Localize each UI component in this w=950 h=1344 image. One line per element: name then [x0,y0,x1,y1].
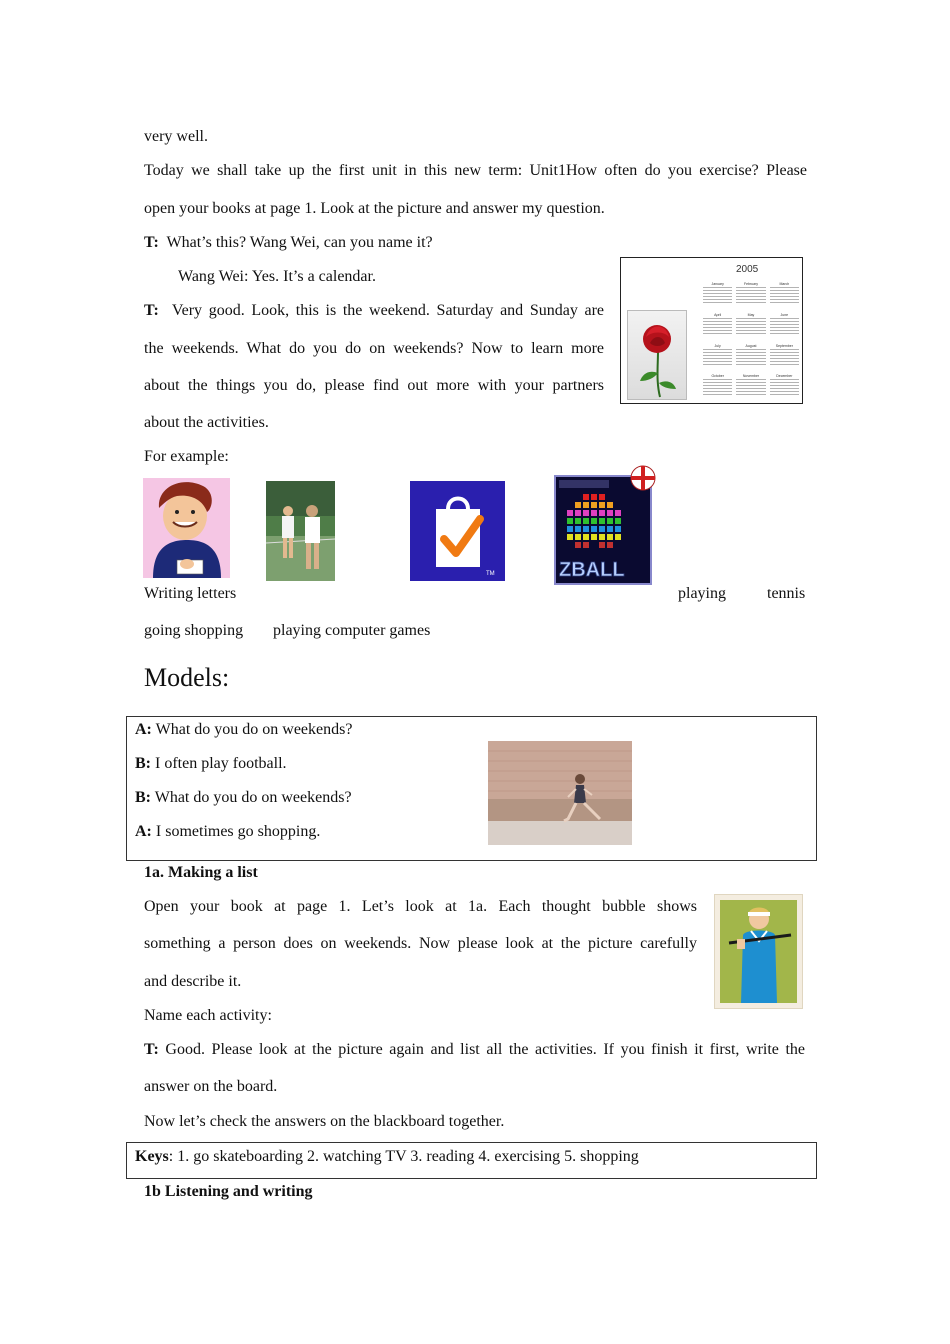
model-text: I sometimes go shopping. [155,823,321,840]
teacher-instruction-line-2: answer on the board. [144,1078,278,1095]
rose-icon [628,311,686,399]
month-name: January [711,282,724,286]
teacher-instruction-line-1 [144,1040,805,1060]
calendar-month [736,344,765,372]
caption-writing-letters: Writing letters [144,585,237,602]
section-1b-heading [144,1182,312,1202]
month-name: July [714,343,721,348]
speaker-label: A: [135,721,152,738]
calendar-picture [620,257,803,404]
caption-playing: playing [678,585,726,602]
tennis-players-icon [266,481,335,581]
section-1a-heading [144,863,258,883]
model-text: What do you do on weekends? [155,721,353,738]
writing-person-icon [143,478,230,578]
teacher-response-text: Very good. Look, this is the weekend. Saturday and Sunday are [171,302,604,319]
teacher-instruction-text: Good. Please look at the picture again and list all the activities. If you finish it first, write the [165,1041,806,1058]
teacher-response-line-4: about the activities. [144,414,269,431]
speaker-label: T: [144,1041,159,1058]
student-answer: Wang Wei: Yes. It’s a calendar. [178,268,376,285]
month-name: August [745,343,757,348]
speaker-label: B: [135,755,151,772]
speaker-label: T: [144,302,159,319]
name-each-activity: Name each activity: [144,1007,272,1024]
section-1a-para-line-3: and describe it. [144,973,242,990]
calendar-month [703,374,732,402]
calendar-month [703,313,732,341]
section-1a-para-line-2: something a person does on weekends. Now please look at the picture carefully [144,935,697,952]
playing-computer-games-image [553,464,663,586]
calendar-month [703,282,732,310]
runner-icon [488,741,632,845]
intro-line-2: Today we shall take up the first unit in this new term: Unit1How often do you exercise? Please [144,162,807,179]
section-1a-para-line-1: Open your book at page 1. Let’s look at 1a. Each thought bubble shows [144,898,697,915]
month-name: March [779,282,790,286]
for-example-label: For example: [144,448,229,465]
section-1b-heading-text: 1b Listening and writing [144,1183,313,1200]
models-heading: Models: [144,663,230,692]
question-text: What’s this? Wang Wei, can you name it? [166,234,433,251]
month-name: October [711,374,724,379]
month-name: September [775,343,793,348]
speaker-label: A: [135,823,152,840]
month-name: December [776,374,793,379]
tennis-woman-icon [715,895,802,1008]
month-name: February [743,282,758,286]
caption-tennis: tennis [767,585,806,602]
writing-letters-image [143,478,230,578]
month-name: June [780,312,789,317]
teacher-response-line-1 [144,301,604,321]
keys-label: Keys [135,1148,169,1165]
going-shopping-image [410,481,505,581]
model-line [135,788,352,808]
keys-text: : 1. go skateboarding 2. watching TV 3. reading 4. exercising 5. shopping [168,1148,639,1165]
speaker-label: B: [135,789,151,806]
calendar-month [770,313,799,341]
calendar-month [770,344,799,372]
speaker-label: T: [144,234,159,251]
calendar-month [736,282,765,310]
shopping-bag-icon [410,481,505,581]
month-name: April [714,312,722,317]
teacher-question [144,233,433,253]
model-text: I often play football. [155,755,287,772]
keys-line [135,1147,639,1167]
check-answers-line: Now let’s check the answers on the blackboard together. [144,1113,505,1130]
calendar-month [736,374,765,402]
calendar-month [770,282,799,310]
calendar-months [703,282,799,402]
rose-image [627,310,687,400]
intro-line-1: very well. [144,128,208,145]
calendar-month [770,374,799,402]
intro-line-3: open your books at page 1. Look at the picture and answer my question. [144,200,605,217]
model-line [135,754,287,774]
month-name: May [747,312,755,317]
calendar-month [736,313,765,341]
section-1a-heading-text: 1a. Making a list [144,864,258,881]
zball-logo-text: ZBALL [559,559,625,581]
running-person-image [488,741,632,845]
trademark-text: TM [486,571,495,577]
model-text: What do you do on weekends? [154,789,352,806]
caption-playing-computer-games: playing computer games [273,622,431,639]
month-name: November [742,374,760,379]
calendar-month [703,344,732,372]
playing-tennis-image [266,481,335,581]
model-line [135,822,320,842]
calendar-year: 2005 [736,264,759,275]
game-screen-icon [553,464,663,586]
teacher-response-line-2: the weekends. What do you do on weekends? Now to learn more [144,340,604,357]
teacher-response-line-3: about the things you do, please find out more with your partners [144,377,604,394]
caption-going-shopping: going shopping [144,622,244,639]
tennis-player-image [714,894,803,1009]
model-line [135,720,352,740]
